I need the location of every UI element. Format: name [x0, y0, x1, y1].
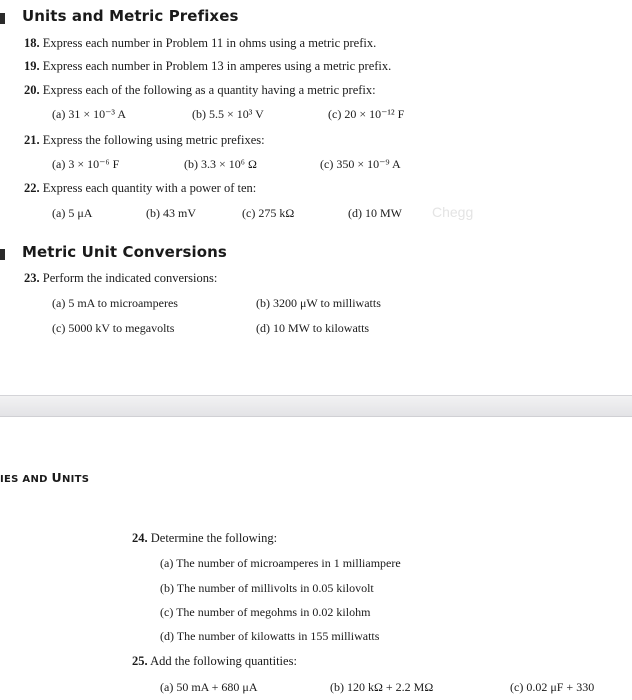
problem-22-option-a: (a) 5 μA — [52, 206, 93, 220]
watermark-logo: Chegg — [432, 204, 474, 220]
problem-25-option-a: (a) 50 mA + 680 μA — [160, 680, 258, 694]
problem-23-option-a: (a) 5 mA to microamperes — [52, 296, 178, 310]
problem-24-option-b: (b) The number of millivolts in 0.05 kilovolt — [160, 581, 374, 595]
problem-23-option-c: (c) 5000 kV to megavolts — [52, 321, 175, 335]
problem-number: 18. — [24, 36, 40, 50]
problem-text: Add the following quantities: — [150, 654, 297, 668]
problem-23-option-b: (b) 3200 μW to milliwatts — [256, 296, 381, 310]
problem-25 — [132, 654, 297, 669]
problem-text: Express the following using metric prefixes: — [42, 133, 265, 147]
problem-text: Determine the following: — [150, 531, 278, 545]
problem-21-option-c: (c) 350 × 10⁻⁹ A — [320, 157, 401, 171]
problem-text: Perform the indicated conversions: — [42, 271, 218, 285]
problem-23-option-d: (d) 10 MW to kilowatts — [256, 321, 370, 335]
problem-19 — [24, 59, 391, 74]
problem-24-option-c: (c) The number of megohms in 0.02 kilohm — [160, 605, 371, 619]
problem-text: Express each quantity with a power of ten: — [42, 181, 257, 195]
problem-number: 25. — [132, 654, 148, 668]
problem-number: 22. — [24, 181, 40, 195]
problem-24-option-d: (d) The number of kilowatts in 155 milliwatts — [160, 629, 380, 643]
problem-text: Express each number in Problem 13 in amperes using a metric prefix. — [42, 59, 392, 73]
running-head — [0, 470, 89, 485]
problem-25-option-b: (b) 120 kΩ + 2.2 MΩ — [330, 680, 434, 694]
section-bullet — [0, 249, 5, 260]
problem-number: 21. — [24, 133, 40, 147]
problem-23 — [24, 271, 217, 286]
problem-21-option-a: (a) 3 × 10⁻⁶ F — [52, 157, 120, 171]
problem-22 — [24, 181, 256, 196]
problem-18 — [24, 36, 376, 51]
problem-20 — [24, 83, 376, 98]
running-head-prefix: IES AND — [0, 474, 52, 485]
page-break-divider — [0, 395, 632, 417]
problem-text: Express each of the following as a quantity having a metric prefix: — [42, 83, 376, 97]
problem-22-option-c: (c) 275 kΩ — [242, 206, 295, 220]
section-title-metric-unit-conversions: Metric Unit Conversions — [22, 243, 227, 261]
problem-number: 19. — [24, 59, 40, 73]
problem-21 — [24, 133, 265, 148]
problem-number: 20. — [24, 83, 40, 97]
problem-20-option-c: (c) 20 × 10⁻¹² F — [328, 107, 405, 121]
problem-20-option-a: (a) 31 × 10⁻³ A — [52, 107, 127, 121]
problem-22-option-b: (b) 43 mV — [146, 206, 196, 220]
running-head-rest: NITS — [61, 474, 90, 485]
problem-24-option-a: (a) The number of microamperes in 1 milliampere — [160, 556, 401, 570]
problem-24 — [132, 531, 277, 546]
problem-20-option-b: (b) 5.5 × 10³ V — [192, 107, 264, 121]
problem-text: Express each number in Problem 11 in ohms using a metric prefix. — [42, 36, 377, 50]
running-head-cap: U — [51, 470, 62, 485]
section-title-units-metric-prefixes: Units and Metric Prefixes — [22, 7, 239, 25]
problem-22-option-d: (d) 10 MW — [348, 206, 402, 220]
problem-number: 23. — [24, 271, 40, 285]
problem-25-option-c: (c) 0.02 μF + 330 — [510, 680, 595, 694]
problem-21-option-b: (b) 3.3 × 10⁶ Ω — [184, 157, 257, 171]
section-bullet — [0, 13, 5, 24]
problem-number: 24. — [132, 531, 148, 545]
